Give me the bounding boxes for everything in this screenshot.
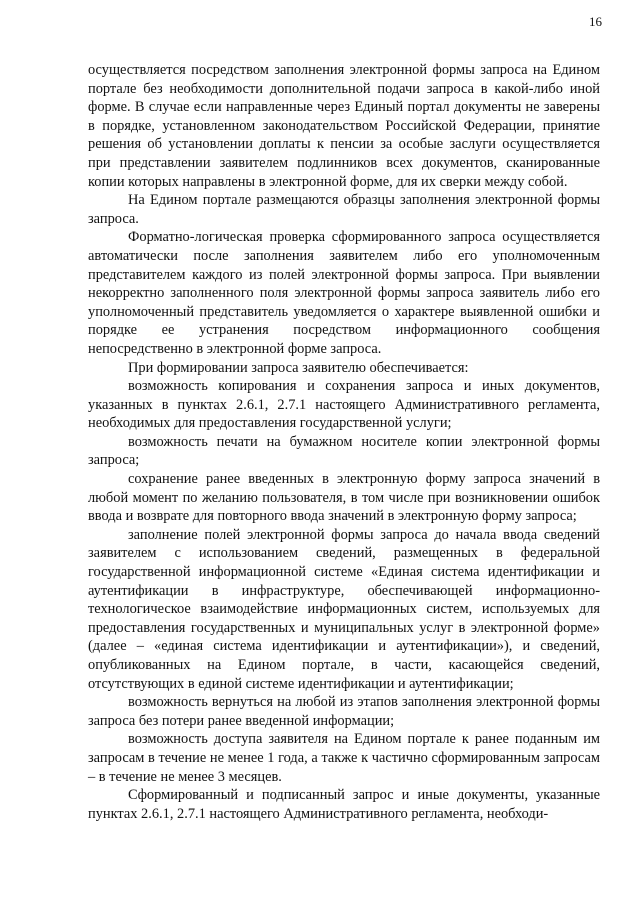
paragraph-1: осуществляется посредством заполнения электронной формы запроса на Едином портале без необходимости дополнительной подачи запроса в какой-либо иной форме. В случае если направленные через Единый портал документы не заверены в порядке, установленном законодательством Российской Федерации, принятие решения об установлении доплаты к пенсии за особые заслуги осуществляется при представлении заявителем подлинников всех документов, сканированные копии которых направлены в электронной форме, для их сверки между собой. bbox=[88, 62, 600, 190]
paragraph-6: возможность печати на бумажном носителе копии электронной формы запроса; bbox=[88, 433, 600, 469]
paragraph-11: Сформированный и подписанный запрос и иные документы, указанные пунктах 2.6.1, 2.7.1 настоящего Административного регламента, необходи- bbox=[88, 787, 600, 822]
paragraph-5: возможность копирования и сохранения запроса и иных документов, указанных в пунктах 2.6.1, 2.7.1 настоящего Административного регламента, необходимых для предоставления государственной услуги; bbox=[88, 378, 600, 432]
paragraph-2: На Едином портале размещаются образцы заполнения электронной формы запроса. bbox=[88, 192, 600, 227]
page-number: 16 bbox=[589, 14, 602, 29]
paragraph-8: заполнение полей электронной формы запроса до начала ввода сведений заявителем с использованием сведений, размещенных в федеральной государственной информационной системе «Единая система идентификации и аутентификации в инфраструктуре, обеспечивающей информационно-технологическое взаимодействие информационных систем, используемых для предоставления государственных и муниципальных услуг в электронной форме» (далее – «единая система идентификации и аутентификации»), и сведений, опубликованных на Едином портале, в части, касающейся сведений, отсутствующих в единой системе идентификации и аутентификации; bbox=[88, 526, 600, 692]
paragraph-10: возможность доступа заявителя на Едином портале к ранее поданным им запросам в течение не менее 1 года, а также к частично сформированным запросам – в течение не менее 3 месяцев. bbox=[88, 731, 600, 785]
paragraph-3: Форматно-логическая проверка сформированного запроса осуществляется автоматически после заполнения заявителем либо его уполномоченным представителем каждого из полей электронной формы запроса. При выявлении некорректно заполненного поля электронной формы запроса заявитель либо его уполномоченный представитель уведомляется о характере выявленной ошибки и порядке ее устранения посредством информационного сообщения непосредственно в электронной форме запроса. bbox=[88, 229, 600, 357]
paragraph-9: возможность вернуться на любой из этапов заполнения электронной формы запроса без потери ранее введенной информации; bbox=[88, 694, 600, 729]
paragraph-7: сохранение ранее введенных в электронную форму запроса значений в любой момент по желанию пользователя, в том числе при возникновении ошибок ввода и возврате для повторного ввода значений в электронную форму запроса; bbox=[88, 471, 600, 525]
paragraph-4: При формировании запроса заявителю обеспечивается: bbox=[128, 359, 469, 376]
document-body bbox=[88, 61, 600, 823]
